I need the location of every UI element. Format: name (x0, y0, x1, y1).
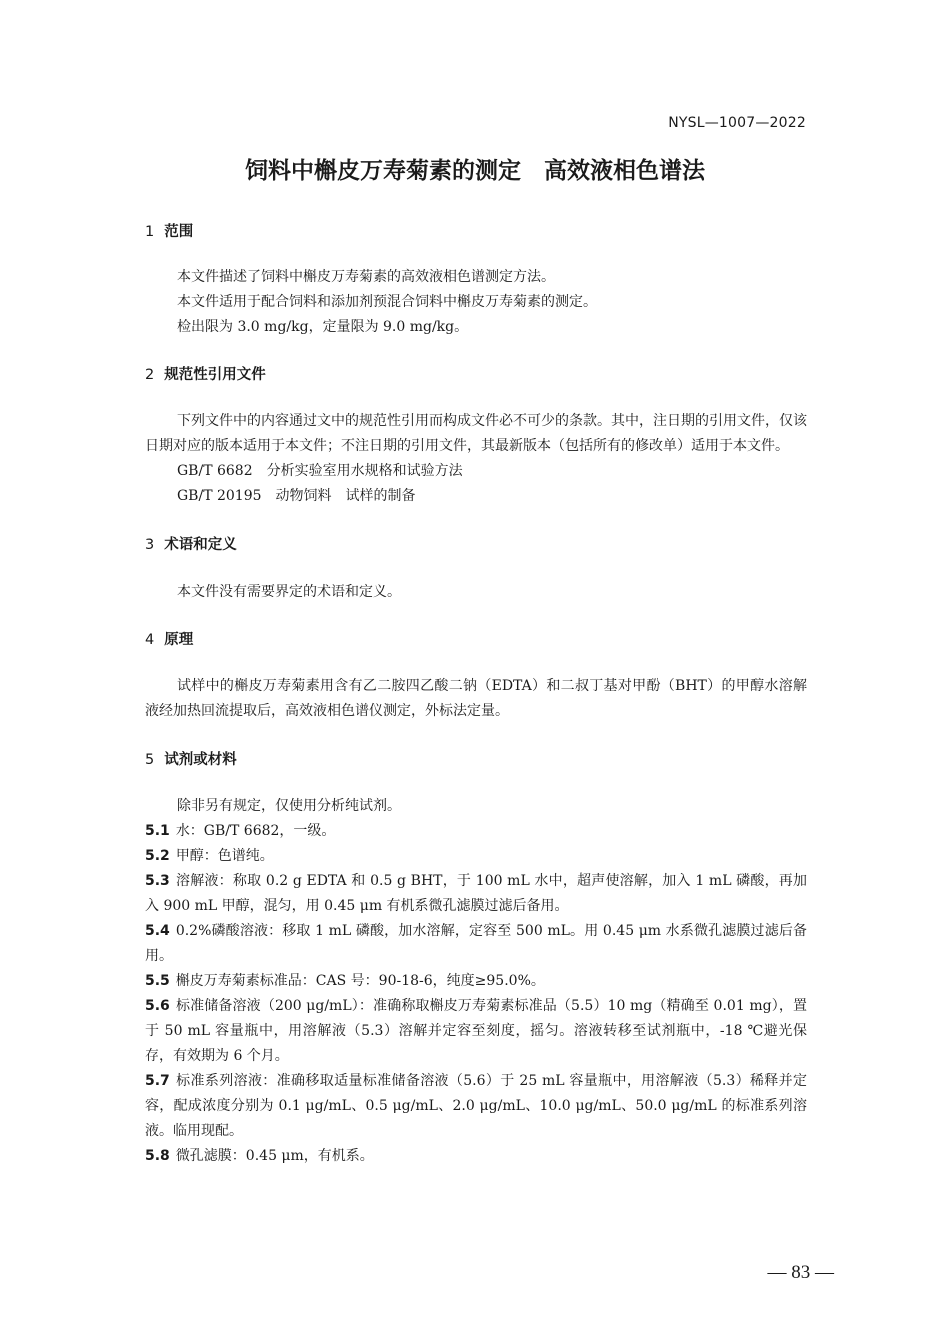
section-number: 3 (145, 537, 155, 553)
clause-text: 标准储备溶液（200 μg/mL）：准确称取槲皮万寿菊素标准品（5.5）10 mg（精确至 0.01 mg），置于 50 mL 容量瓶中，用溶解液（5.3）溶解并定容至刻度，摇匀。溶液转移至试剂瓶中，-18 ℃避光保存，有效期为 6 个月。 (145, 998, 807, 1064)
section-heading-reagents (145, 748, 807, 772)
clause-item (145, 969, 807, 994)
clause-number: 5.3 (145, 873, 170, 889)
clause-text: 溶解液：称取 0.2 g EDTA 和 0.5 g BHT，于 100 mL 水中，超声使溶解，加入 1 mL 磷酸，再加入 900 mL 甲醇，混匀，用 0.45 μm 有机系微孔滤膜过滤后备用。 (145, 873, 807, 914)
document-title: 饲料中槲皮万寿菊素的测定 高效液相色谱法 (245, 158, 705, 184)
clause-text: 0.2%磷酸溶液：移取 1 mL 磷酸，加水溶解，定容至 500 mL。用 0.45 μm 水系微孔滤膜过滤后备用。 (145, 923, 807, 964)
section-number: 1 (145, 224, 155, 240)
page-number: — 83 — (767, 1262, 834, 1283)
paragraph: 本文件适用于配合饲料和添加剂预混合饲料中槲皮万寿菊素的测定。 (177, 294, 597, 310)
clause-number: 5.5 (145, 973, 170, 989)
clause-number: 5.7 (145, 1073, 170, 1089)
clause-item (145, 844, 807, 869)
clause-number: 5.4 (145, 923, 170, 939)
document-body (145, 220, 807, 1169)
paragraph: 本文件描述了饲料中槲皮万寿菊素的高效液相色谱测定方法。 (177, 269, 555, 285)
paragraph: 除非另有规定，仅使用分析纯试剂。 (177, 798, 401, 814)
paragraph: 试样中的槲皮万寿菊素用含有乙二胺四乙酸二钠（EDTA）和二叔丁基对甲酚（BHT）的甲醇水溶解液经加热回流提取后，高效液相色谱仪测定，外标法定量。 (145, 678, 807, 719)
section-heading-terms (145, 533, 807, 557)
clause-item (145, 994, 807, 1069)
reference-item: GB/T 6682 分析实验室用水规格和试验方法 (177, 463, 463, 479)
clause-item (145, 869, 807, 919)
clause-number: 5.1 (145, 823, 170, 839)
clause-number: 5.2 (145, 848, 170, 864)
clause-text: 槲皮万寿菊素标准品：CAS 号：90-18-6，纯度≥95.0%。 (175, 973, 545, 989)
section-title: 原理 (164, 632, 194, 648)
clause-number: 5.8 (145, 1148, 170, 1164)
section-title: 试剂或材料 (164, 752, 237, 768)
section-number: 2 (145, 367, 155, 383)
standard-code: NYSL—1007—2022 (668, 115, 806, 131)
clause-item (145, 819, 807, 844)
section-title: 规范性引用文件 (164, 367, 266, 383)
clause-text: 标准系列溶液：准确移取适量标准储备溶液（5.6）于 25 mL 容量瓶中，用溶解液（5.3）稀释并定容，配成浓度分别为 0.1 μg/mL、0.5 μg/mL、2.0 μg/mL、10.0 μg/mL、50.0 μg/mL 的标准系列溶液。临用现配。 (145, 1073, 807, 1139)
clause-text: 微孔滤膜：0.45 μm，有机系。 (175, 1148, 374, 1164)
section-number: 4 (145, 632, 155, 648)
section-number: 5 (145, 752, 155, 768)
paragraph: 检出限为 3.0 mg/kg，定量限为 9.0 mg/kg。 (177, 319, 469, 335)
reference-item: GB/T 20195 动物饲料 试样的制备 (177, 488, 416, 504)
clause-item (145, 919, 807, 969)
paragraph: 本文件没有需要界定的术语和定义。 (177, 584, 401, 600)
clause-text: 甲醇：色谱纯。 (175, 848, 274, 864)
paragraph: 下列文件中的内容通过文中的规范性引用而构成文件必不可少的条款。其中，注日期的引用文件，仅该日期对应的版本适用于本文件；不注日期的引用文件，其最新版本（包括所有的修改单）适用于本文件。 (145, 413, 807, 454)
section-heading-normative-references (145, 363, 807, 387)
clause-item (145, 1144, 807, 1169)
section-title: 范围 (164, 224, 194, 240)
section-title: 术语和定义 (164, 537, 237, 553)
clause-text: 水：GB/T 6682，一级。 (175, 823, 336, 839)
clause-number: 5.6 (145, 998, 170, 1014)
clause-item (145, 1069, 807, 1144)
section-heading-principle (145, 628, 807, 652)
section-heading-scope (145, 220, 807, 244)
